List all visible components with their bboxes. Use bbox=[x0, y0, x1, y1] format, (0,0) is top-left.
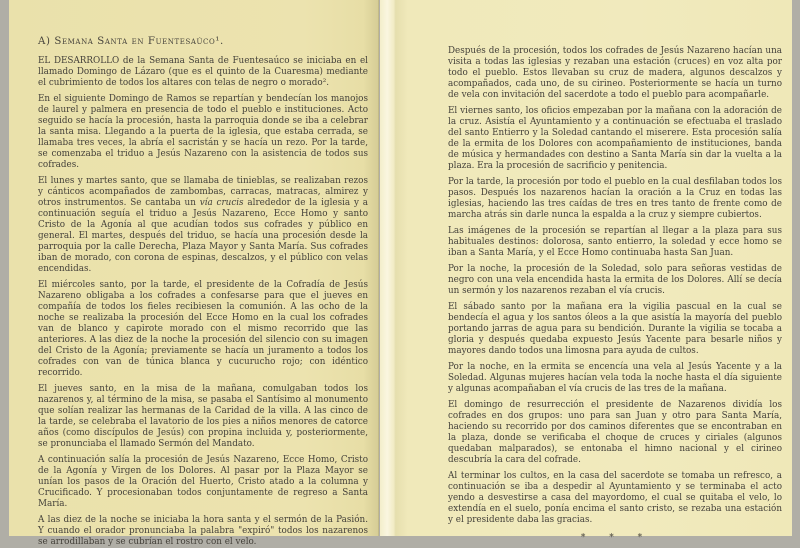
paragraph: Al terminar los cultos, en la casa del sacerdote se tomaba un refresco, a continuación se iba a despedir al Ayuntamiento y se terminaba el acto yendo a desvestirse a casa del mayordomo, el cual se quitaba el velo, lo extendía en el suelo, ponía encima el santo cristo, se rezaba una estación y el presidente daba las gracias. bbox=[448, 471, 782, 525]
paragraph: Por la noche, la procesión de la Soledad, solo para señoras vestidas de negro con una vela encendida hasta la ermita de los Dolores. Allí se decía un sermón y los nazarenos rezaban el vía crucis. bbox=[448, 264, 782, 296]
paragraph: Después de la procesión, todos los cofrades de Jesús Nazareno hacían una visita a todas las iglesias y rezaban una estación (cruces) en voz alta por todo el pueblo. Estos llevaban su cruz de madera, algunos descalzos y acompañados, cada uno, de su cirineo. Posteriormente se hacía un turno de vela con invitación del sacerdote a todo el pueblo para acompañarle. bbox=[448, 46, 782, 100]
section-heading: A) Semana Santa en Fuentesaúco¹. bbox=[38, 36, 224, 47]
paragraph-text: El lunes y martes santo, que se llamaba de tinieblas, se realizaban rezos y cánticos acompañados de zambombas, carracas, matracas, almirez y otros instrumentos. Se cantaba un bbox=[38, 176, 368, 208]
paragraph: Por la tarde, la procesión por todo el pueblo en la cual desfilaban todos los pasos. Después los nazarenos hacían la oración a la Cruz en todas las iglesias, haciendo las tres caídas de tres en tres tanto de frente como de marcha atrás sin darle nunca la espalda a la cruz y siempre cubiertos. bbox=[448, 177, 782, 220]
right-page bbox=[396, 0, 792, 543]
paragraph-text: alrededor de la iglesia y a continuación seguía el triduo a Jesús Nazareno, Ecce Homo y santo Cristo de la Agonía al que acudían todos sus cofrades y público en general. El martes, después del triduo, se hacía una procesión desde la parroquia por la calle Derecha, Plaza Mayor y Santa María. Sus cofrades iban de morado, con corona de espinas, descalzos, y el público con velas encendidas. bbox=[38, 198, 368, 274]
paragraph: El jueves santo, en la misa de la mañana, comulgaban todos los nazarenos y, al término de la misa, se pasaba el Santísimo al monumento que solían realizar las hermanas de la Caridad de la villa. A las cinco de la tarde, se celebraba el lavatorio de los pies a niños menores de catorce años (como discípulos de Jesús) con propina incluida y, posteriormente, se pronunciaba el llamado Sermón del Mandato. bbox=[38, 384, 368, 449]
paragraph: Las imágenes de la procesión se repartían al llegar a la plaza para sus habituales destinos: dolorosa, santo entierro, la soledad y ecce homo se iban a Santa María, y el Ecce Homo continuaba hasta San Juan. bbox=[448, 226, 782, 258]
paragraph: El viernes santo, los oficios empezaban por la mañana con la adoración de la cruz. Asistía el Ayuntamiento y a continuación se efectuaba el traslado del santo Entierro y la Soledad cantando el miserere. Esta procesión salía de la ermita de los Dolores con acompañamiento de instituciones, banda de música y hermandades con destino a Santa María sin dar la vuelta a la plaza. Era la procesión de sacrificio y penitencia. bbox=[448, 106, 782, 171]
paragraph: A las diez de la noche se iniciaba la hora santa y el sermón de la Pasión. Y cuando el orador pronunciaba la palabra "expiró" todos los nazarenos se arrodillaban y se cubrían el rostro con el velo. bbox=[38, 515, 368, 547]
paragraph bbox=[38, 176, 368, 275]
section-divider-asterisks: * * * bbox=[580, 533, 650, 543]
latin-phrase: vía crucis bbox=[199, 198, 244, 208]
paragraph: En el siguiente Domingo de Ramos se repartían y bendecían los manojos de laurel y palmera en presencia de todo el pueblo e instituciones. Acto seguido se hacía la procesión, hasta la parroquia donde se iba a celebrar la santa misa. Llegando a la puerta de la iglesia, que estaba cerrada, se llamaba tres veces, la abría el sacristán y se hacía un rezo. Por la tarde, se comenzaba el triduo a Jesús Nazareno con la asistencia de todos sus cofrades. bbox=[38, 94, 368, 170]
paragraph: Por la noche, en la ermita se encencía una vela al Jesús Yacente y a la Soledad. Algunas mujeres hacían vela toda la noche hasta el día siguiente y algunas acompañaban el vía crucis de las tres de la mañana. bbox=[448, 362, 782, 394]
left-page bbox=[9, 0, 379, 547]
paragraph: El miércoles santo, por la tarde, el presidente de la Cofradía de Jesús Nazareno obligaba a los cofrades a confesarse para que el jueves en compañía de todos los fieles recibiesen la comunión. A las ocho de la noche se realizaba la procesión del Ecce Homo en la cual los cofrades van de blanco y capirote morado con el mismo recorrido que las anteriores. A las diez de la noche la procesión del silencio con su imagen del Cristo de la Agonía; previamente se hacía un juramento a todos los cofrades con van de túnica blanca y cucurucho rojo; con idéntico recorrido. bbox=[38, 280, 368, 378]
paragraph: A continuación salía la procesión de Jesús Nazareno, Ecce Homo, Cristo de la Agonía y Virgen de los Dolores. Al pasar por la Plaza Mayor se unían los pasos de la Oración del Huerto, Cristo atado a la columna y Crucificado. Y procesionaban todos conjuntamente de regreso a Santa María. bbox=[38, 455, 368, 509]
paragraph: El domingo de resurrección el presidente de Nazarenos dividía los cofrades en dos grupos: uno para san Juan y otro para Santa María, haciendo su recorrido por dos caminos diferentes que se encontraban en la plaza, donde se verificaba el choque de cruces y ciriales (algunos quedaban malparados), se entonaba el himno nacional y el cirineo descubría la cara del cofrade. bbox=[448, 400, 782, 465]
book-gutter bbox=[380, 0, 396, 536]
paragraph: El sábado santo por la mañana era la vigilia pascual en la cual se bendecía el agua y los santos óleos a la que asistía la mayoría del pueblo portando jarras de agua para su bendición. Durante la vigilia se tocaba a gloria y después quedaba expuesto Jesús Yacente para besarle niños y mayores dando todos una limosna para ayuda de cultos. bbox=[448, 302, 782, 356]
paragraph: EL DESARROLLO de la Semana Santa de Fuentesaúco se iniciaba en el llamado Domingo de Lázaro (que es el quinto de la Cuaresma) mediante el cubrimiento de todos los altares con telas de negro o morado². bbox=[38, 56, 368, 88]
scan-edge bbox=[792, 0, 800, 536]
